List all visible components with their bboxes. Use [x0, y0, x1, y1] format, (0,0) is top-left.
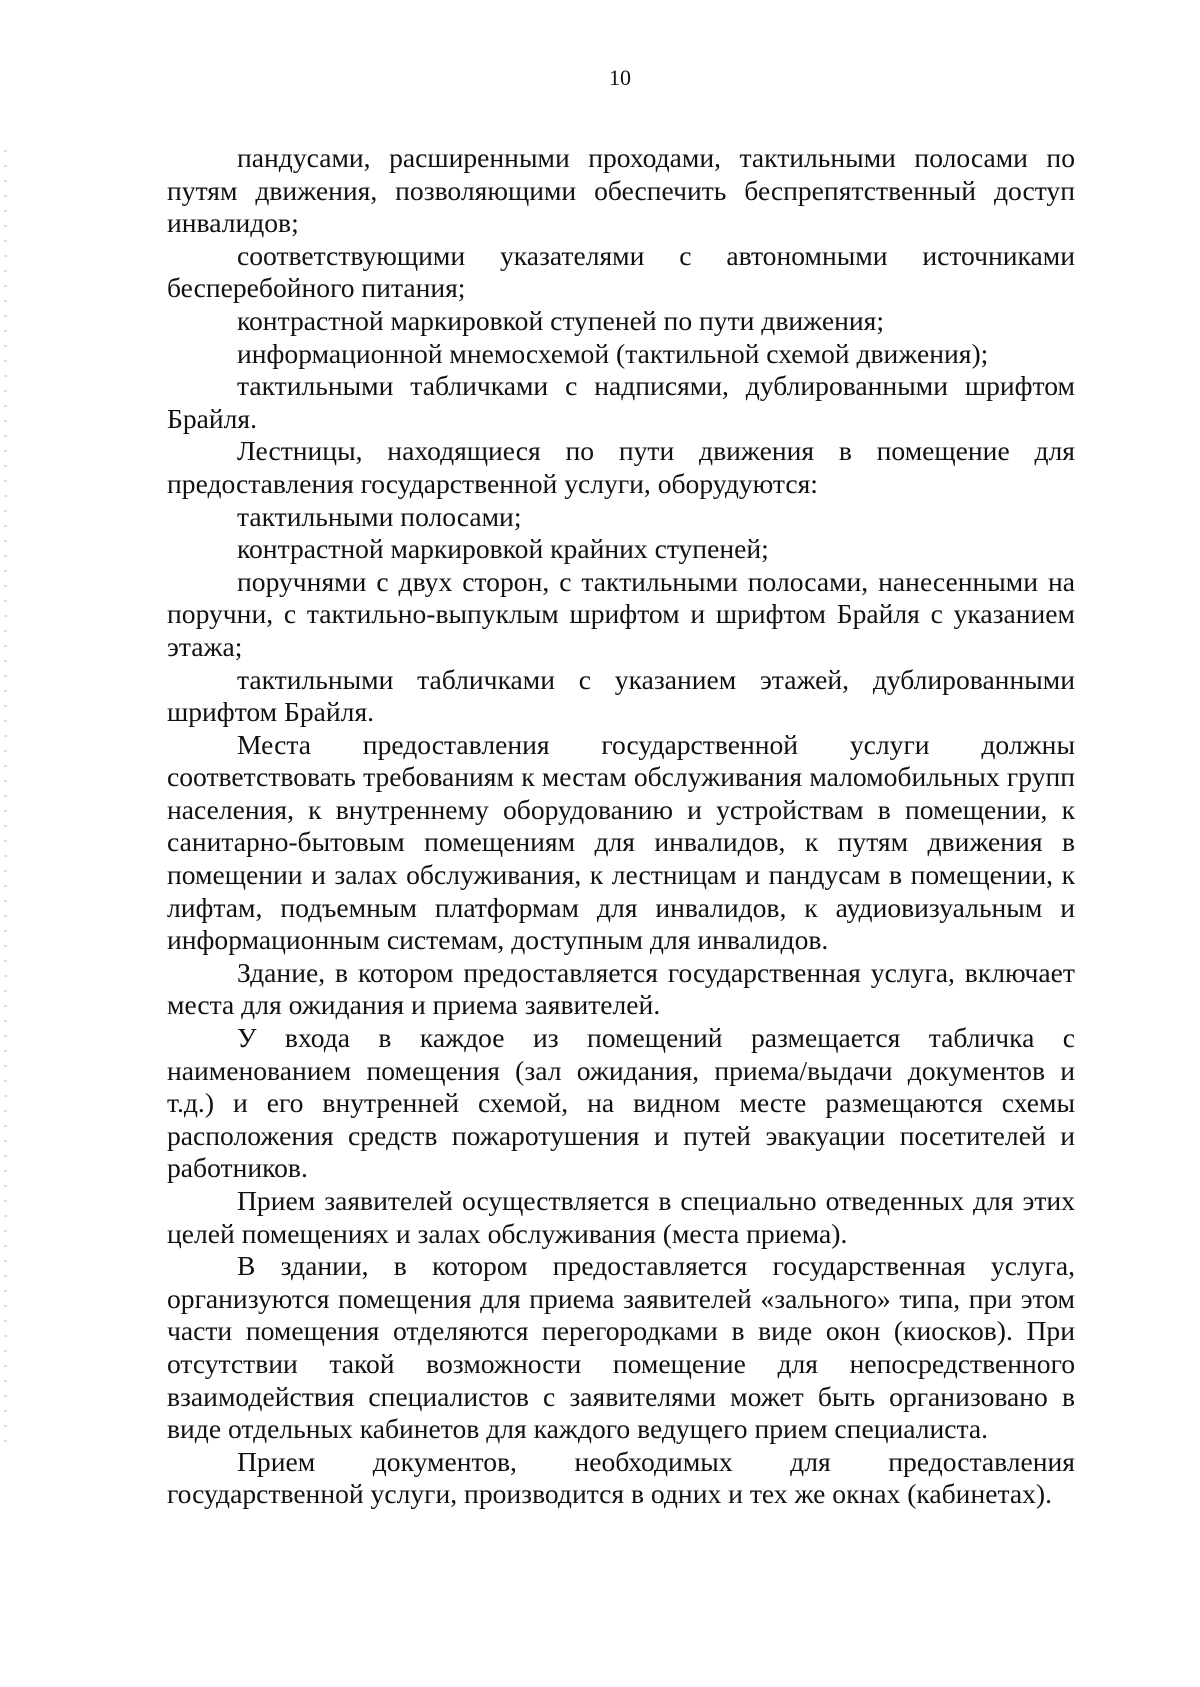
paragraph-edge-steps: контрастной маркировкой крайних ступеней;: [237, 533, 769, 565]
paragraph-braille-plates: тактильными табличками с надписями, дублированными шрифтом Брайля.: [167, 370, 1075, 434]
paragraph-entrance-sign: У входа в каждое из помещений размещается табличка с наименованием помещения (зал ожидания, приема/выдачи документов и т.д.) и его внутренней схемой, на видном месте размещаются схемы расположения средств пожаротушения и путей эвакуации посетителей и работников.: [167, 1022, 1075, 1184]
paragraph-document-windows: Прием документов, необходимых для предоставления государственной услуги, производится в одних и тех же окнах (кабинетах).: [167, 1445, 1075, 1510]
paragraph-step-marking: контрастной маркировкой ступеней по пути движения;: [237, 304, 884, 336]
page-number: 10: [609, 65, 631, 90]
paragraph-building: Здание, в котором предоставляется государственная услуга, включает места для ожидания и приема заявителей.: [167, 956, 1075, 1021]
paragraph-handrails: поручнями с двух сторон, с тактильными полосами, нанесенными на поручни, с тактильно-выпуклым шрифтом и шрифтом Брайля с указанием этажа;: [167, 565, 1075, 662]
scan-edge-artifact: [4, 150, 7, 1450]
paragraph-signs-power: соответствующими указателями с автономными источниками бесперебойного питания;: [167, 239, 1075, 304]
paragraph-reception-halls: Прием заявителей осуществляется в специально отведенных для этих целей помещениях и залах обслуживания (места приема).: [167, 1185, 1075, 1249]
paragraph-mnemonic-scheme: информационной мнемосхемой (тактильной схемой движения);: [237, 337, 989, 369]
paragraph-stairs-equipped: Лестницы, находящиеся по пути движения в помещение для предоставления государственной услуги, оборудуются:: [167, 435, 1075, 499]
paragraph-floor-plates: тактильными табличками с указанием этажей, дублированными шрифтом Брайля.: [167, 663, 1075, 728]
paragraph-ramps: пандусами, расширенными проходами, тактильными полосами по путям движения, позволяющими обеспечить беспрепятственный доступ инвалидов;: [167, 142, 1075, 239]
document-body: [167, 142, 1075, 1511]
paragraph-hall-type: В здании, в котором предоставляется государственная услуга, организуются помещения для приема заявителей «зального» типа, при этом части помещения отделяются перегородками в виде окон (киосков). При отсутствии такой возможности помещение для непосредственного взаимодействия специалистов с заявителями может быть организовано в виде отдельных кабинетов для каждого ведущего прием специалиста.: [167, 1250, 1075, 1445]
paragraph-service-places: Места предоставления государственной услуги должны соответствовать требованиям к местам обслуживания маломобильных групп населения, к внутреннему оборудованию и устройствам в помещении, к санитарно-бытовым помещениям для инвалидов, к путям движения в помещении и залах обслуживания, к лестницам и пандусам в помещении, к лифтам, подъемным платформам для инвалидов, к аудиовизуальным и информационным системам, доступным для инвалидов.: [167, 728, 1075, 956]
paragraph-tactile-strips: тактильными полосами;: [237, 500, 522, 532]
